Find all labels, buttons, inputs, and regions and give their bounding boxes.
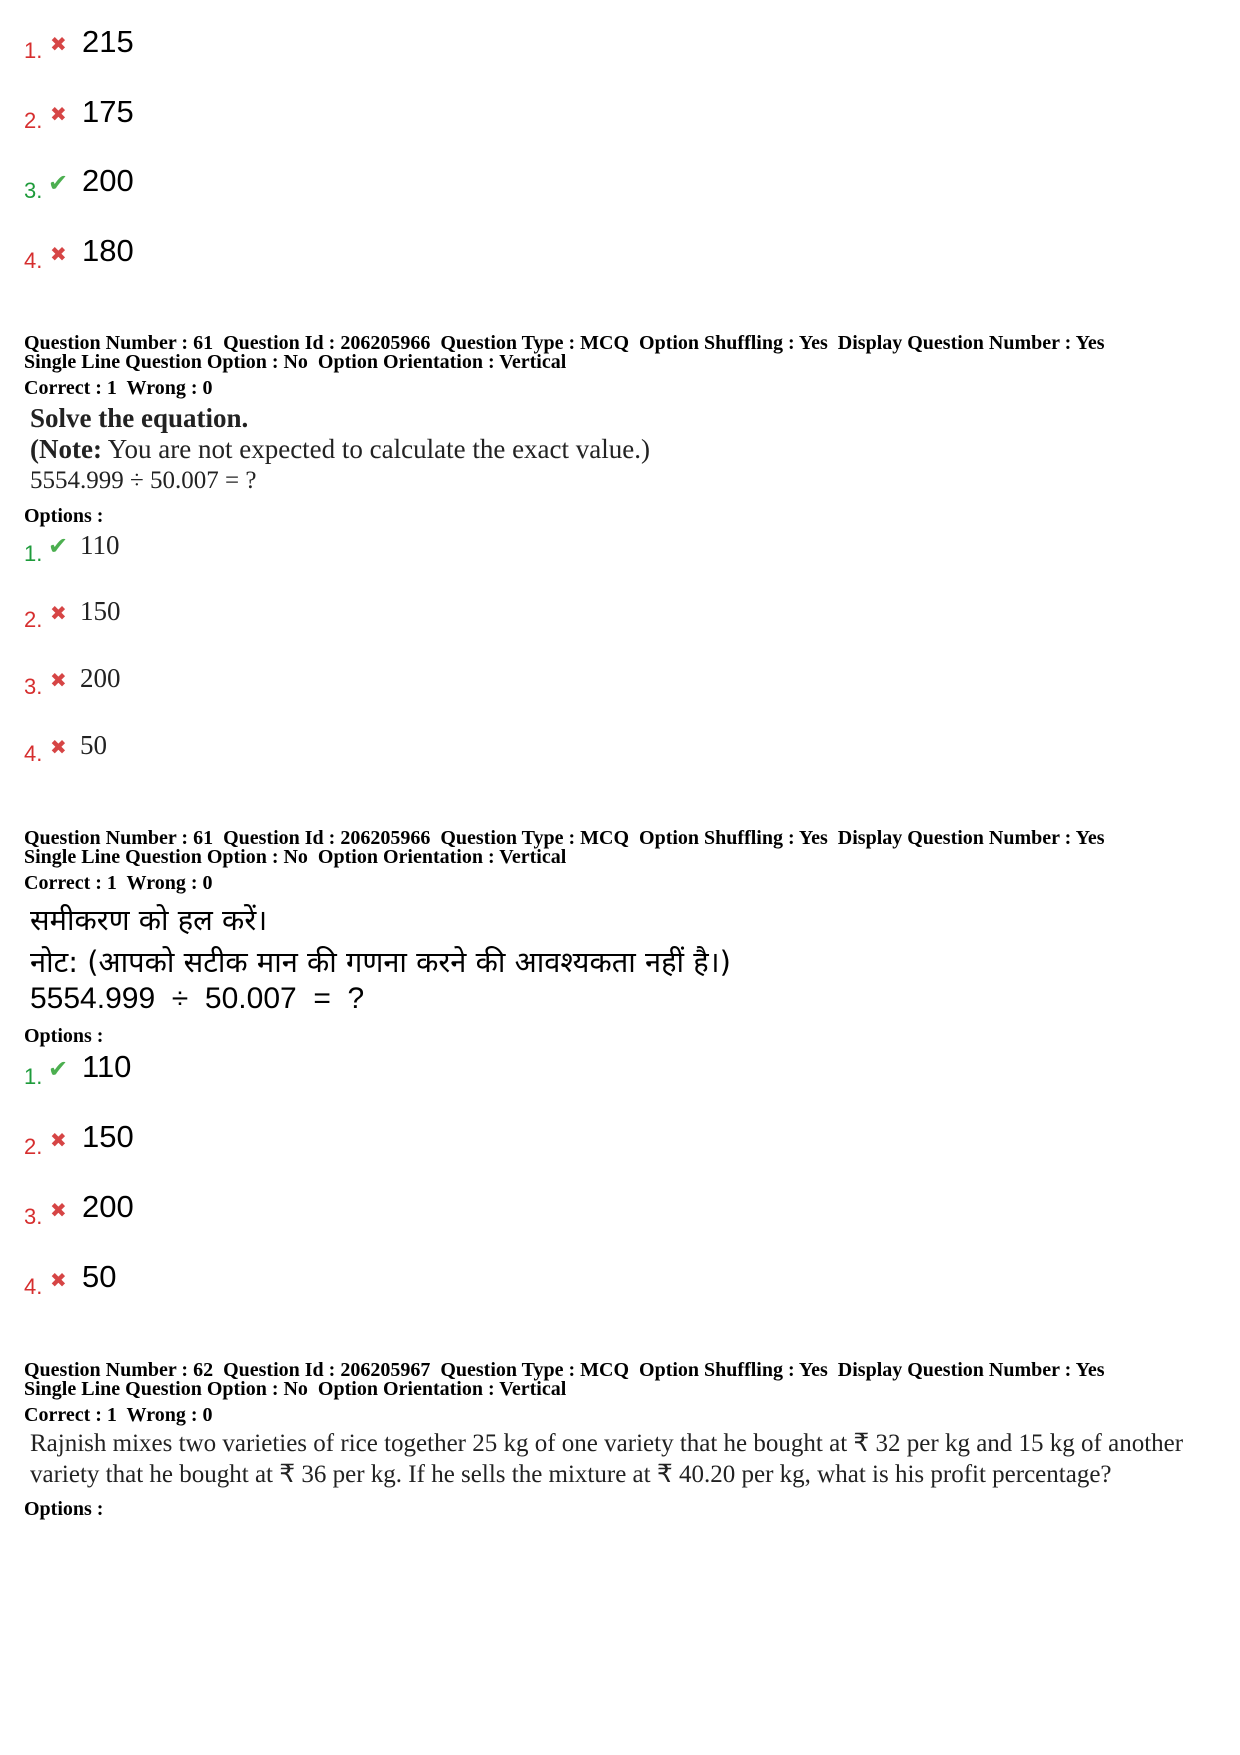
option-number: 4.	[24, 1274, 43, 1299]
option-value: 180	[82, 233, 134, 268]
option-value: 50	[80, 730, 107, 760]
option-number: 4.	[24, 741, 43, 766]
options-label: Options :	[24, 1025, 104, 1047]
option-value: 200	[82, 1189, 134, 1224]
wrong-mark-icon: ✖	[50, 1128, 67, 1152]
wrong-mark-icon: ✖	[50, 32, 67, 56]
question-meta-line: Single Line Question Option : No Option Orientation : Vertical	[24, 351, 567, 373]
option-value: 215	[82, 24, 134, 59]
option-number: 3.	[24, 674, 43, 699]
option-number: 4.	[24, 248, 43, 273]
options-label: Options :	[24, 505, 104, 527]
marks-line: Correct : 1 Wrong : 0	[24, 1404, 213, 1426]
wrong-mark-icon: ✖	[50, 601, 67, 625]
question-meta-line: Question Number : 61 Question Id : 206205966 Question Type : MCQ Option Shuffling : Yes Display Question Number : Yes	[24, 332, 1105, 354]
wrong-mark-icon: ✖	[50, 1198, 67, 1222]
wrong-mark-icon: ✖	[50, 242, 67, 266]
question-note: नोट: (आपको सटीक मान की गणना करने की आवश्यकता नहीं है।)	[30, 945, 731, 979]
option-number: 3.	[24, 1204, 43, 1229]
options-label: Options :	[24, 1498, 104, 1520]
question-equation: 5554.999 ÷ 50.007 = ?	[30, 467, 257, 494]
option-value: 200	[82, 163, 134, 198]
question-meta-line: Question Number : 61 Question Id : 206205966 Question Type : MCQ Option Shuffling : Yes Display Question Number : Yes	[24, 827, 1105, 849]
question-note	[30, 434, 650, 465]
option-number: 2.	[24, 1134, 43, 1159]
note-text: You are not expected to calculate the exact value.)	[101, 434, 650, 464]
option-number: 1.	[24, 38, 43, 63]
option-value: 110	[80, 530, 120, 560]
option-number: 2.	[24, 607, 43, 632]
question-title: Solve the equation.	[30, 403, 249, 433]
option-value: 200	[80, 663, 121, 693]
option-value: 175	[82, 94, 134, 129]
question-meta-line: Question Number : 62 Question Id : 206205967 Question Type : MCQ Option Shuffling : Yes Display Question Number : Yes	[24, 1359, 1105, 1381]
question-meta-line: Single Line Question Option : No Option Orientation : Vertical	[24, 1378, 567, 1400]
option-number: 1.	[24, 1064, 43, 1089]
question-title: समीकरण को हल करें।	[30, 903, 268, 937]
marks-line: Correct : 1 Wrong : 0	[24, 377, 213, 399]
marks-line: Correct : 1 Wrong : 0	[24, 872, 213, 894]
wrong-mark-icon: ✖	[50, 735, 67, 759]
correct-check-icon: ✔	[48, 532, 69, 560]
option-number: 1.	[24, 541, 43, 566]
option-value: 50	[82, 1259, 117, 1294]
question-text: Rajnish mixes two varieties of rice together 25 kg of one variety that he bought at ₹ 32 per kg and 15 kg of another variety that he bought at ₹ 36 per kg. If he sells the mixture at ₹ 40.20 per kg, what is his profit percentage?	[30, 1430, 1184, 1488]
option-value: 110	[82, 1049, 132, 1084]
wrong-mark-icon: ✖	[50, 668, 67, 692]
question-equation: 5554.999 ÷ 50.007 = ?	[30, 982, 365, 1015]
question-meta-line: Single Line Question Option : No Option Orientation : Vertical	[24, 846, 567, 868]
correct-check-icon: ✔	[48, 169, 69, 197]
option-value: 150	[80, 596, 121, 626]
wrong-mark-icon: ✖	[50, 102, 67, 126]
option-number: 3.	[24, 178, 43, 203]
option-value: 150	[82, 1119, 134, 1154]
correct-check-icon: ✔	[48, 1055, 69, 1083]
wrong-mark-icon: ✖	[50, 1268, 67, 1292]
note-label: (Note:	[30, 434, 102, 464]
option-number: 2.	[24, 108, 43, 133]
